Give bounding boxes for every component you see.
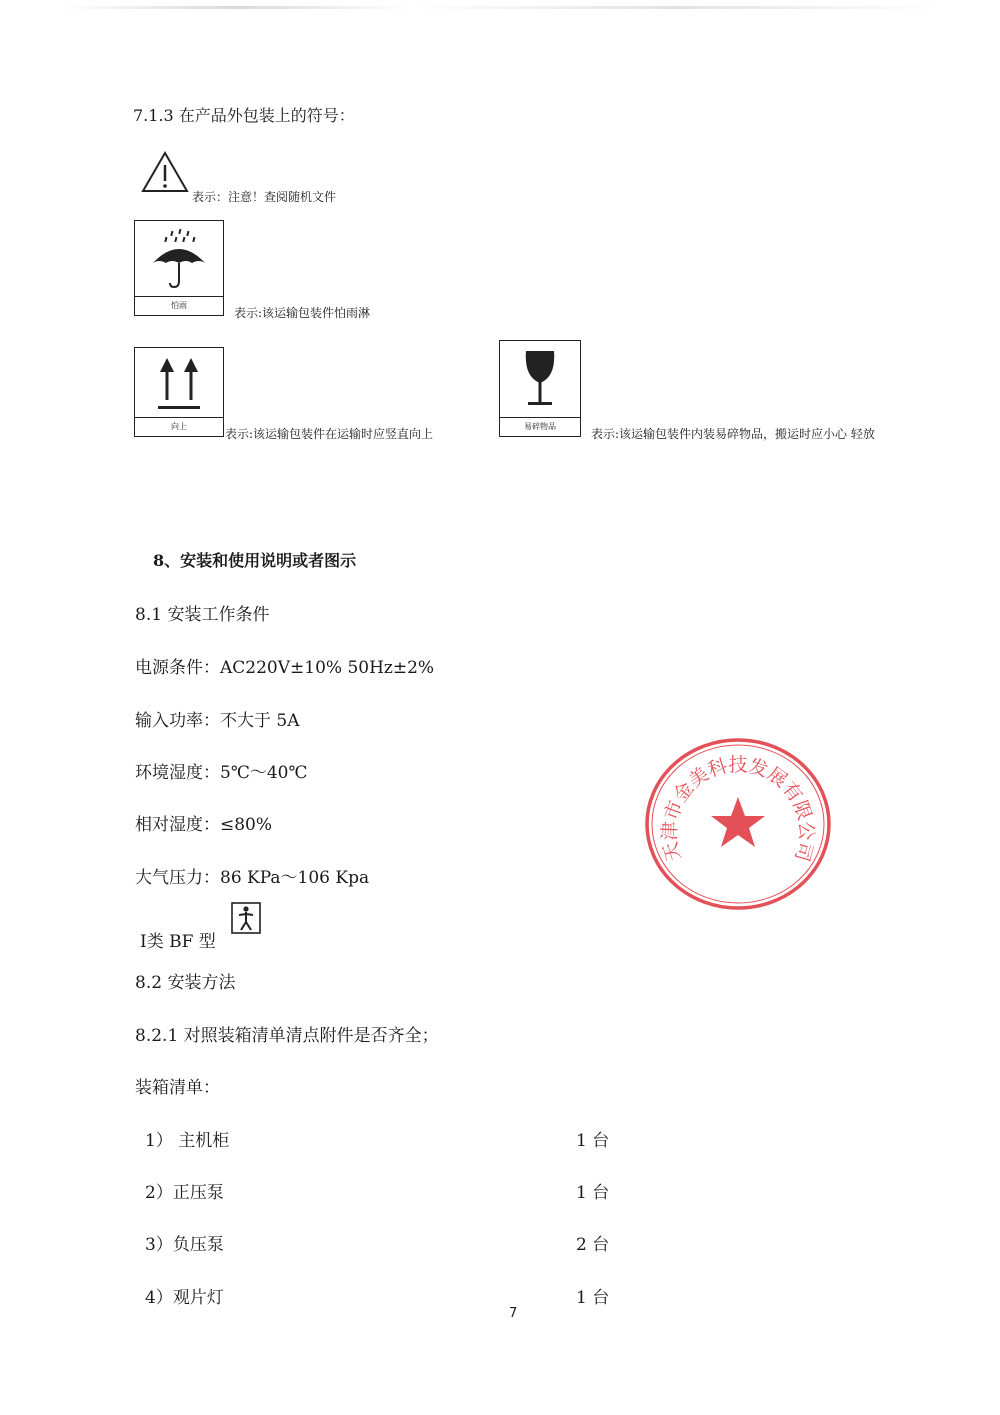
this-way-up-caption: 向上 [135, 417, 223, 436]
list-item-name: 2）正压泵 [145, 1183, 224, 1203]
relative-humidity: 相对湿度：≤80% [135, 815, 273, 835]
type-bf-applied-part-icon [231, 902, 261, 934]
environment-temperature: 环境湿度：5℃～40℃ [135, 763, 308, 783]
section-heading-7-1-3: 7.1.3 在产品外包装上的符号： [133, 106, 355, 125]
page-number: 7 [509, 1306, 518, 1321]
list-item-qty: 1 台 [576, 1288, 610, 1308]
input-power: 输入功率：不大于 5A [135, 711, 300, 731]
list-item-name: 4）观片灯 [145, 1288, 224, 1308]
fragile-description: 表示:该运输包装件内装易碎物品，搬运时应小心 轻放 [591, 427, 875, 441]
seal-star-icon [711, 797, 765, 847]
list-item-name: 1） 主机柜 [145, 1131, 230, 1151]
section-8-2-1: 8.2.1 对照装箱清单清点附件是否齐全； [135, 1026, 439, 1046]
keep-dry-caption: 怕雨 [135, 296, 223, 315]
list-item-qty: 1 台 [576, 1131, 610, 1151]
fragile-caption: 易碎物品 [500, 417, 580, 436]
packing-list-title: 装箱清单： [135, 1078, 220, 1098]
fragile-symbol [499, 340, 581, 437]
section-heading-8: 8、安装和使用说明或者图示 [153, 551, 357, 570]
section-heading-8-1: 8.1 安装工作条件 [135, 605, 270, 625]
company-seal [640, 735, 836, 913]
scan-artifact [60, 6, 940, 9]
section-heading-8-2: 8.2 安装方法 [135, 973, 236, 993]
caution-description: 表示：注意！查阅随机文件 [192, 190, 337, 204]
list-item-name: 3）负压泵 [145, 1235, 224, 1255]
umbrella-icon [149, 229, 209, 291]
caution-triangle-icon [140, 150, 190, 194]
this-way-up-description: 表示:该运输包装件在运输时应竖直向上 [225, 427, 434, 441]
power-condition: 电源条件：AC220V±10% 50Hz±2% [135, 658, 435, 678]
list-item-qty: 2 台 [576, 1235, 610, 1255]
wine-glass-icon [518, 347, 562, 411]
list-item-qty: 1 台 [576, 1183, 610, 1203]
up-arrows-icon [155, 354, 203, 412]
keep-dry-description: 表示:该运输包装件怕雨淋 [234, 306, 371, 320]
equipment-class: Ⅰ类 BF 型 [140, 932, 216, 952]
this-way-up-symbol [134, 347, 224, 437]
keep-dry-symbol [134, 220, 224, 316]
atmospheric-pressure: 大气压力：86 KPa～106 Kpa [135, 868, 370, 888]
seal-text: 天津市金美科技发展有限公司 [658, 754, 818, 864]
